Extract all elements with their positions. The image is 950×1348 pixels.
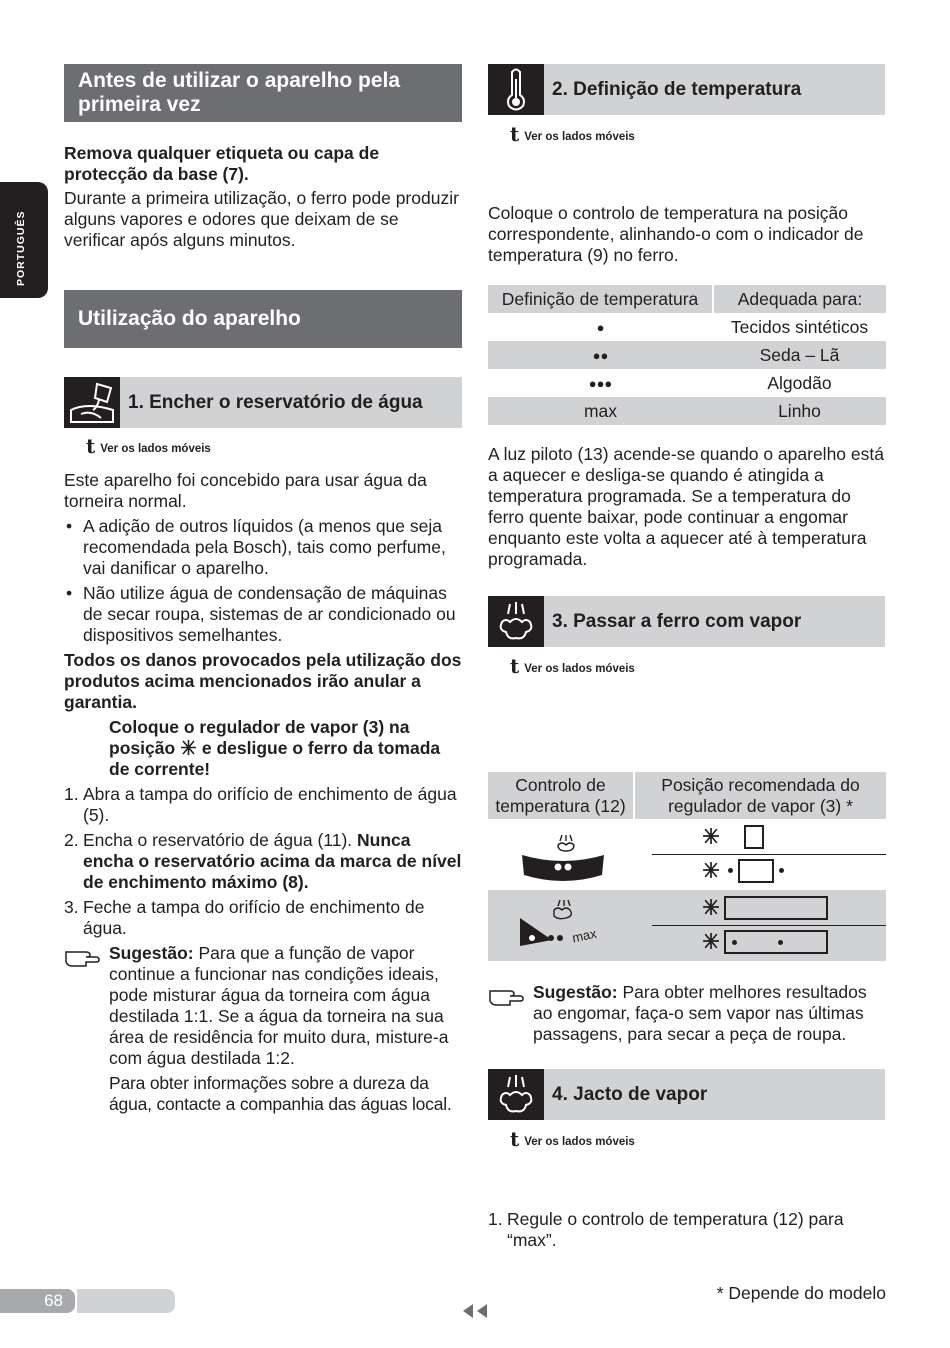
dot-marker <box>779 868 784 873</box>
list-item: 2. Encha o reservatório de água (11). Nunca encha o reservatório acima da marca de nível de enchimento máximo (8). <box>64 830 462 892</box>
table-cell: ●● <box>592 347 609 363</box>
table-cell: Seda – Lã <box>759 344 840 365</box>
table-row <box>488 397 886 425</box>
warranty-warning: Todos os danos provocados pela utilização dos produtos acima mencionados irão anular a garantia. <box>64 650 462 712</box>
warnings-list <box>64 516 462 646</box>
ref-fold-out-2 <box>510 122 635 146</box>
page-number: 68 <box>44 1291 63 1310</box>
steam-position-row <box>652 926 886 961</box>
ref-fold-out-4 <box>510 1127 635 1151</box>
pilot-light-text: A luz piloto (13) acende-se quando o aparelho está a aquecer e desliga-se quando é atingida a temperatura programada. Se a temperatura do ferro quente baixar, pode continuar a engomar enquanto este volta a aquecer até à temperatura programada. <box>488 444 884 569</box>
steam-off-icon <box>702 898 720 916</box>
table-cell: max <box>583 400 618 421</box>
table-row <box>488 890 886 961</box>
temperature-dial-max-icon <box>516 896 612 959</box>
step1-header <box>64 377 462 428</box>
table-row <box>488 313 886 341</box>
remove-label-instruction: Remova qualquer etiqueta ou capa de protecção da base (7). <box>64 143 380 184</box>
steam-off-icon <box>702 932 720 950</box>
ref-fold-out-1 <box>86 434 211 458</box>
temperature-instruction: Coloque o controlo de temperatura na posição correspondente, alinhando-o com o indicador de temperatura (9) no ferro. <box>488 203 864 265</box>
column-header: Controlo de temperatura (12) <box>488 772 633 819</box>
table-cell: Linho <box>778 400 821 421</box>
table-cell: Tecidos sintéticos <box>730 316 869 337</box>
unplug-note: Coloque o regulador de vapor (3) na posição e desligue o ferro da tomada de corrente! <box>109 717 441 779</box>
first-use-text: Durante a primeira utilização, o ferro pode produzir alguns vapores e odores que deixam de se verificar após alguns minutos. <box>64 188 459 250</box>
steam-off-icon <box>702 827 720 845</box>
section-title-usage <box>64 290 462 348</box>
steam-regulator-slot <box>724 896 828 920</box>
section-title-first-use <box>64 64 462 122</box>
section-title-text: Utilização do aparelho <box>78 307 301 330</box>
steam-regulator-slot <box>738 859 774 883</box>
steam-off-icon <box>180 739 197 756</box>
dot-marker <box>732 940 737 945</box>
page-number-tab <box>0 1289 75 1313</box>
steam-regulator-slot <box>744 825 764 849</box>
column-header: Posição recomendada do regulador de vapor (3) * <box>635 772 886 819</box>
list-item: 3. Feche a tampa do orifício de enchimento de água. <box>64 897 425 938</box>
step1-title: 1. Encher o reservatório de água <box>128 391 423 413</box>
language-tab-label: PORTUGUÊS <box>15 210 27 286</box>
dot-marker <box>728 868 733 873</box>
pointer-t-icon: t <box>86 434 96 458</box>
list-item: • Não utilize água de condensação de máquinas de secar roupa, sistemas de ar condicionado ou dispositivos semelhantes. <box>64 583 462 646</box>
steam-position-row <box>652 855 886 890</box>
step4-header <box>488 1069 885 1120</box>
thermometer-icon <box>488 64 544 115</box>
tip-water-hardness: Para obter informações sobre a dureza da água, contacte a companhia das águas local. <box>109 1073 452 1114</box>
steam-shot-icon <box>488 1069 544 1120</box>
water-fill-icon <box>64 377 120 428</box>
ref-label: Ver os lados móveis <box>524 1136 635 1148</box>
tip-no-steam: Sugestão: Para obter melhores resultados ao engomar, faça-o sem vapor nas últimas passagens, para secar a peça de roupa. <box>533 982 867 1044</box>
steam-position-row <box>652 819 886 855</box>
list-item: 1. Abra a tampa do orifício de enchimento de água (5). <box>64 784 457 825</box>
steam-regulator-slot <box>724 930 828 954</box>
steam-off-icon <box>702 861 720 879</box>
table-cell: Algodão <box>767 372 832 393</box>
step2-title: 2. Definição de temperatura <box>552 78 802 100</box>
pointer-t-icon: t <box>510 1127 520 1151</box>
table-row <box>488 819 886 890</box>
steam-position-row <box>652 890 886 926</box>
column-header: Definição de temperatura <box>488 285 713 313</box>
footnote: * Depende do modelo <box>716 1283 886 1303</box>
table-row <box>488 369 886 397</box>
ref-fold-out-3 <box>510 654 635 678</box>
temperature-dial-low-icon <box>518 827 608 888</box>
language-tab <box>0 182 48 298</box>
temperature-table <box>488 285 886 425</box>
column-header: Adequada para: <box>737 288 863 309</box>
section-title-text: Antes de utilizar o aparelho pela primeira vez <box>78 69 401 116</box>
step3-title: 3. Passar a ferro com vapor <box>552 610 802 632</box>
table-cell: ●●● <box>588 375 613 391</box>
step4-title: 4. Jacto de vapor <box>552 1083 708 1105</box>
table-cell: ● <box>596 319 605 335</box>
table-row <box>488 341 886 369</box>
tap-water-intro: Este aparelho foi concebido para usar água da torneira normal. <box>64 470 427 511</box>
step3-header <box>488 596 885 647</box>
step2-header <box>488 64 885 115</box>
pointer-t-icon: t <box>510 122 520 146</box>
hand-pointer-icon <box>64 946 102 973</box>
dial-max-label: max <box>570 925 598 946</box>
list-item: 1. Regule o controlo de temperatura (12) para “max”. <box>488 1209 844 1250</box>
list-item: • A adição de outros líquidos (a menos que seja recomendada pela Bosch), tais como perfume, vai danificar o aparelho. <box>64 516 462 579</box>
ref-label: Ver os lados móveis <box>524 663 635 675</box>
hand-pointer-icon <box>488 985 526 1012</box>
table-header-row <box>488 285 886 313</box>
pointer-t-icon: t <box>510 654 520 678</box>
previous-page-arrows-icon[interactable] <box>461 1303 489 1324</box>
dot-marker <box>778 940 783 945</box>
tip-water-mix: Sugestão: Para que a função de vapor continue a funcionar nas condições ideais, pode misturar água da torneira com água destilada 1:1. Se a água da torneira na sua área de residência for muito dura, misture-a com água destilada 1:2. <box>109 943 449 1068</box>
steam-shot-steps <box>488 1209 878 1251</box>
page-bar <box>77 1289 175 1313</box>
steam-table <box>488 772 886 961</box>
ref-label: Ver os lados móveis <box>524 131 635 143</box>
fill-steps <box>64 784 464 939</box>
steam-icon <box>488 596 544 647</box>
ref-label: Ver os lados móveis <box>100 443 211 455</box>
